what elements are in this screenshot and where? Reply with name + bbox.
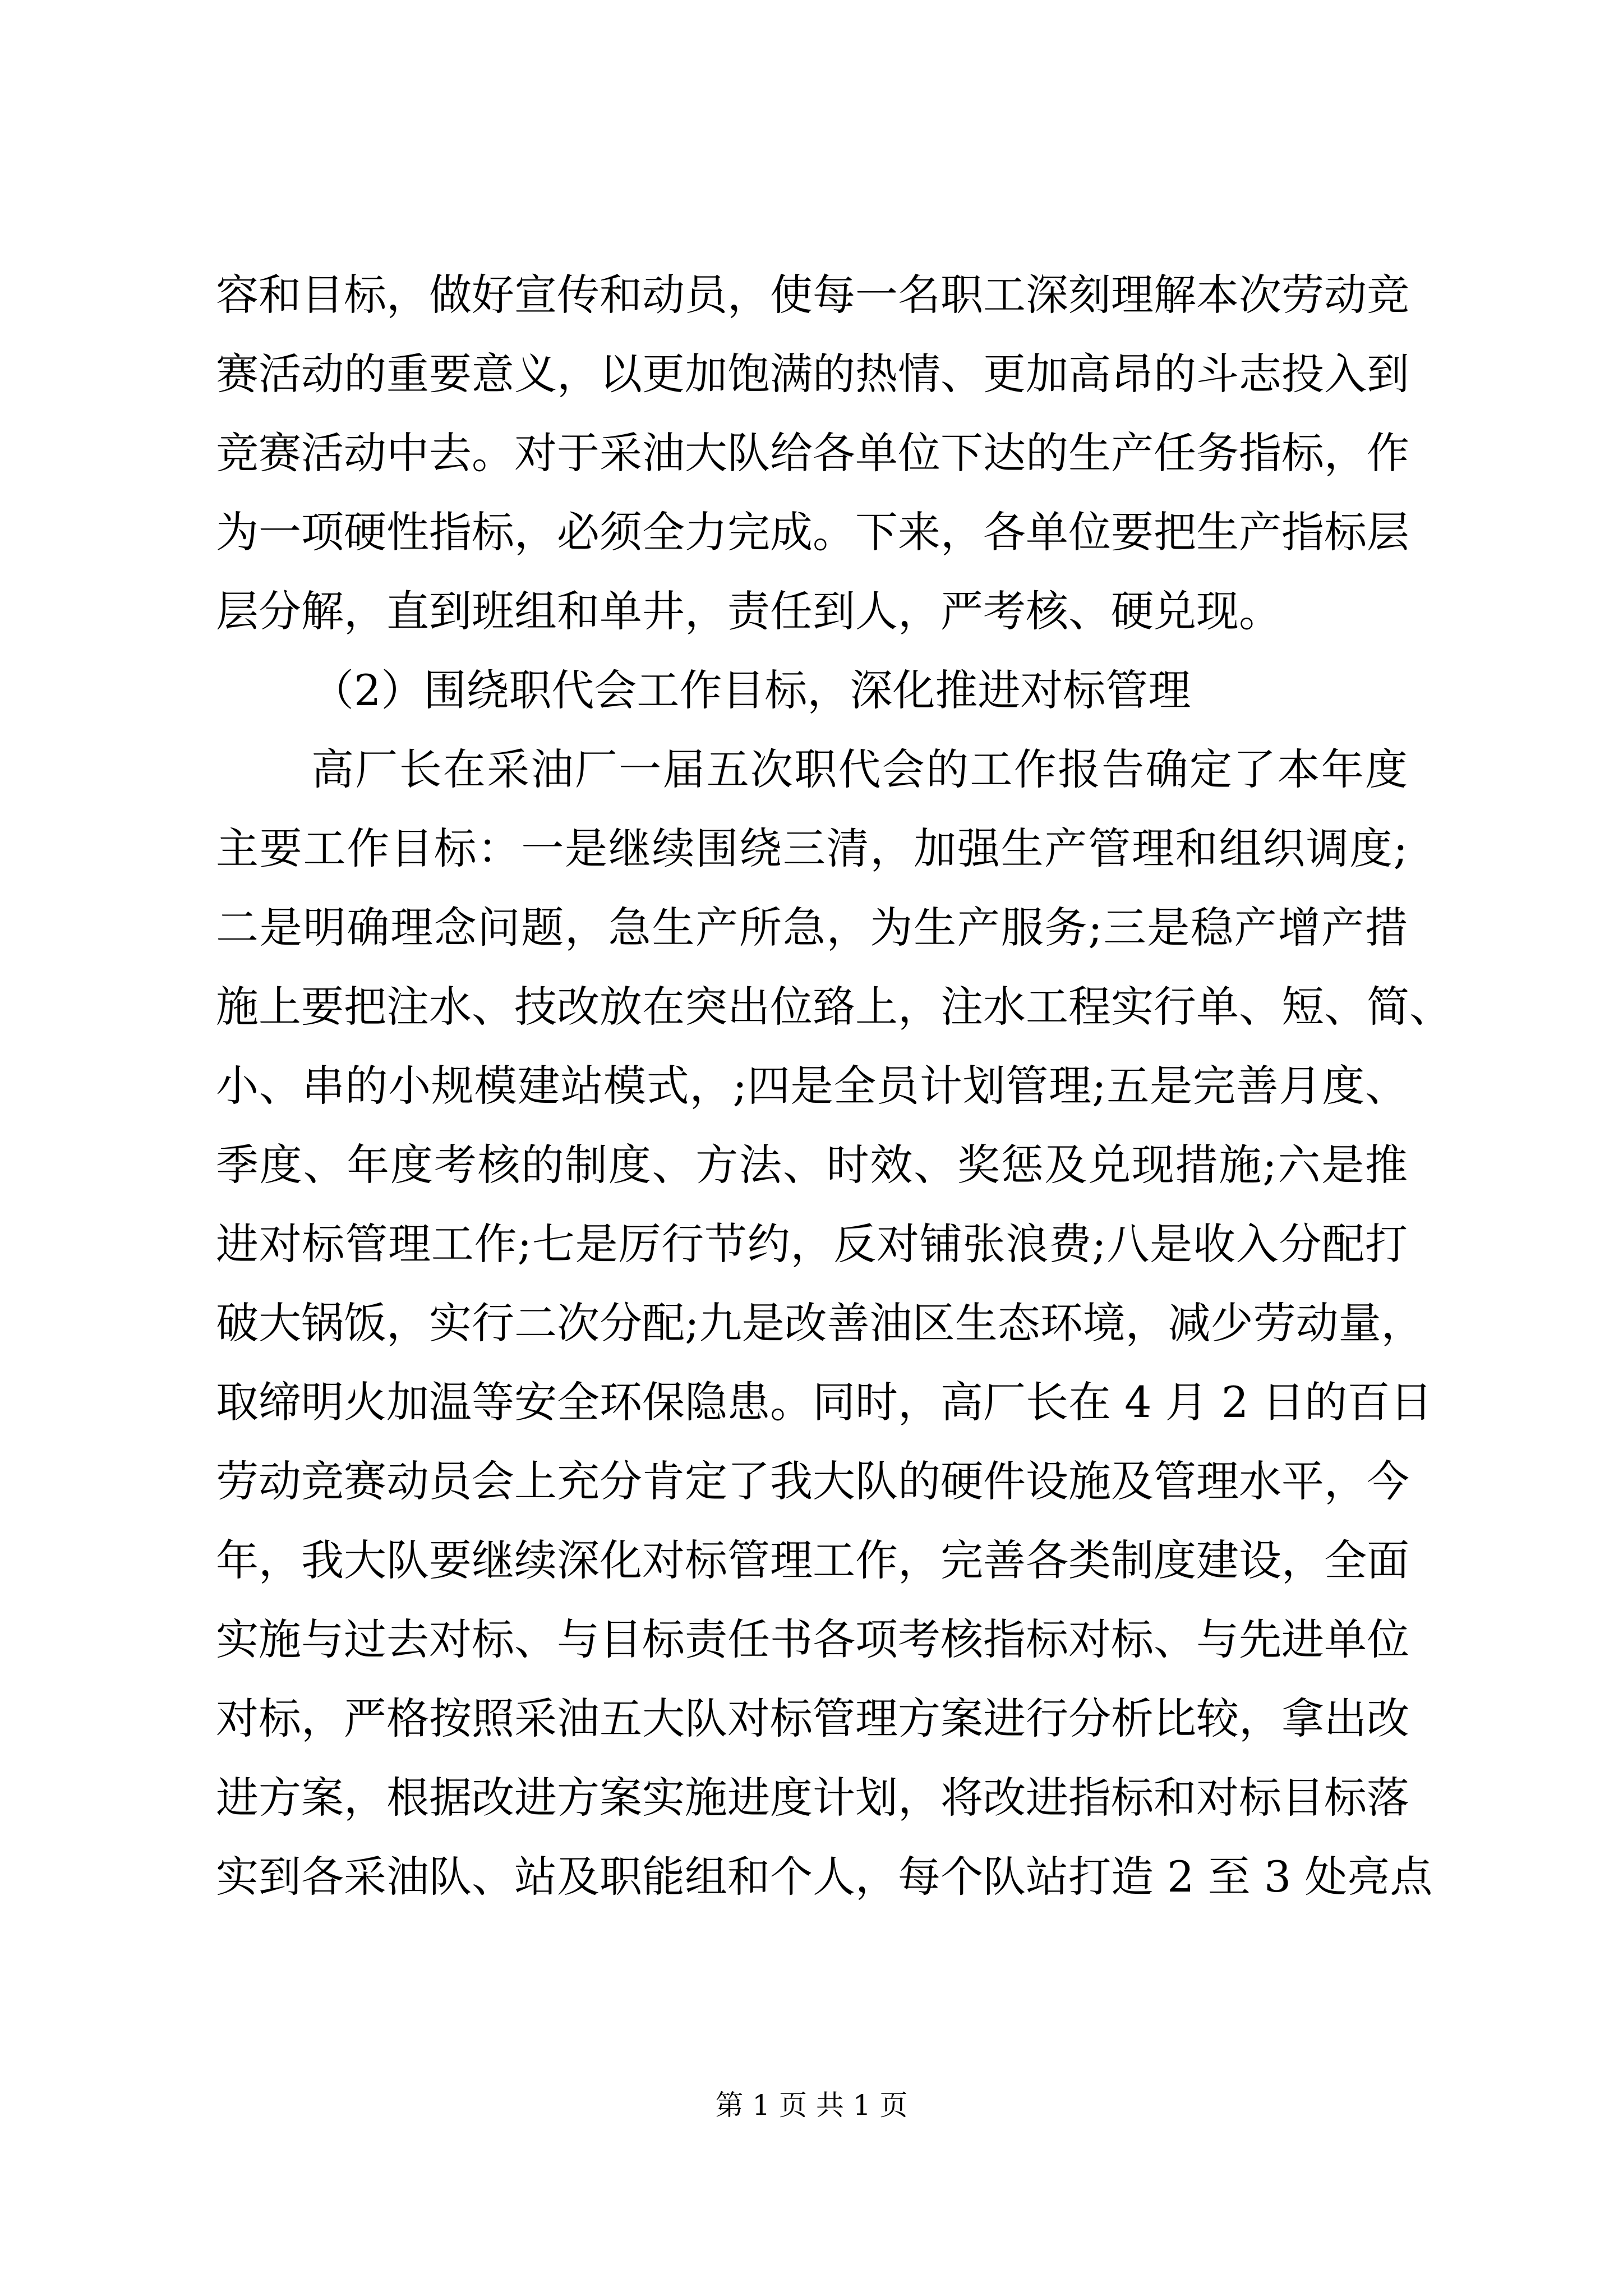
paragraph-line: 对标，严格按照采油五大队对标管理方案进行分析比较，拿出改: [216, 1694, 1409, 1743]
paragraph-line: 施上要把注水、技改放在突出位臵上，注水工程实行单、短、简、: [216, 982, 1452, 1032]
paragraph-line: 二是明确理念问题，急生产所急，为生产服务;三是稳产增产措: [216, 903, 1408, 953]
document-body: [216, 255, 1452, 1916]
section-heading: （2）围绕职代会工作目标，深化推进对标管理: [311, 665, 1191, 715]
paragraph-line: 进对标管理工作;七是厉行节约，反对铺张浪费;八是收入分配打: [216, 1219, 1408, 1269]
paragraph-line: 年，我大队要继续深化对标管理工作，完善各类制度建设，全面: [216, 1535, 1409, 1585]
paragraph-line: 层分解，直到班组和单井，责任到人，严考核、硬兑现。: [216, 586, 1281, 636]
paragraph-line: 季度、年度考核的制度、方法、时效、奖惩及兑现措施;六是推: [216, 1140, 1408, 1190]
paragraph-line: 主要工作目标：一是继续围绕三清，加强生产管理和组织调度;: [216, 823, 1408, 873]
page-footer: 第 1 页 共 1 页: [715, 2089, 908, 2122]
paragraph-line: 取缔明火加温等安全环保隐患。同时，高厂长在 4 月 2 日的百日: [216, 1377, 1433, 1427]
paragraph-line: 破大锅饭，实行二次分配;九是改善油区生态环境，减少劳动量，: [216, 1298, 1424, 1348]
paragraph-line: 高厂长在采油厂一届五次职代会的工作报告确定了本年度: [311, 744, 1408, 794]
paragraph-line: 竞赛活动中去。对于采油大队给各单位下达的生产任务指标，作: [216, 428, 1409, 478]
paragraph-line: 容和目标，做好宣传和动员，使每一名职工深刻理解本次劳动竞: [216, 270, 1409, 320]
paragraph-line: 赛活动的重要意义，以更加饱满的热情、更加高昂的斗志投入到: [216, 349, 1409, 399]
paragraph-line: 实施与过去对标、与目标责任书各项考核指标对标、与先进单位: [216, 1614, 1409, 1664]
paragraph-line: 实到各采油队、站及职能组和个人，每个队站打造 2 至 3 处亮点: [216, 1852, 1433, 1902]
paragraph-line: 小、串的小规模建站模式，;四是全员计划管理;五是完善月度、: [216, 1061, 1408, 1111]
paragraph-line: 劳动竞赛动员会上充分肯定了我大队的硬件设施及管理水平，今: [216, 1456, 1409, 1506]
paragraph-line: 为一项硬性指标，必须全力完成。下来，各单位要把生产指标层: [216, 507, 1409, 557]
paragraph-line: 进方案，根据改进方案实施进度计划，将改进指标和对标目标落: [216, 1773, 1409, 1823]
